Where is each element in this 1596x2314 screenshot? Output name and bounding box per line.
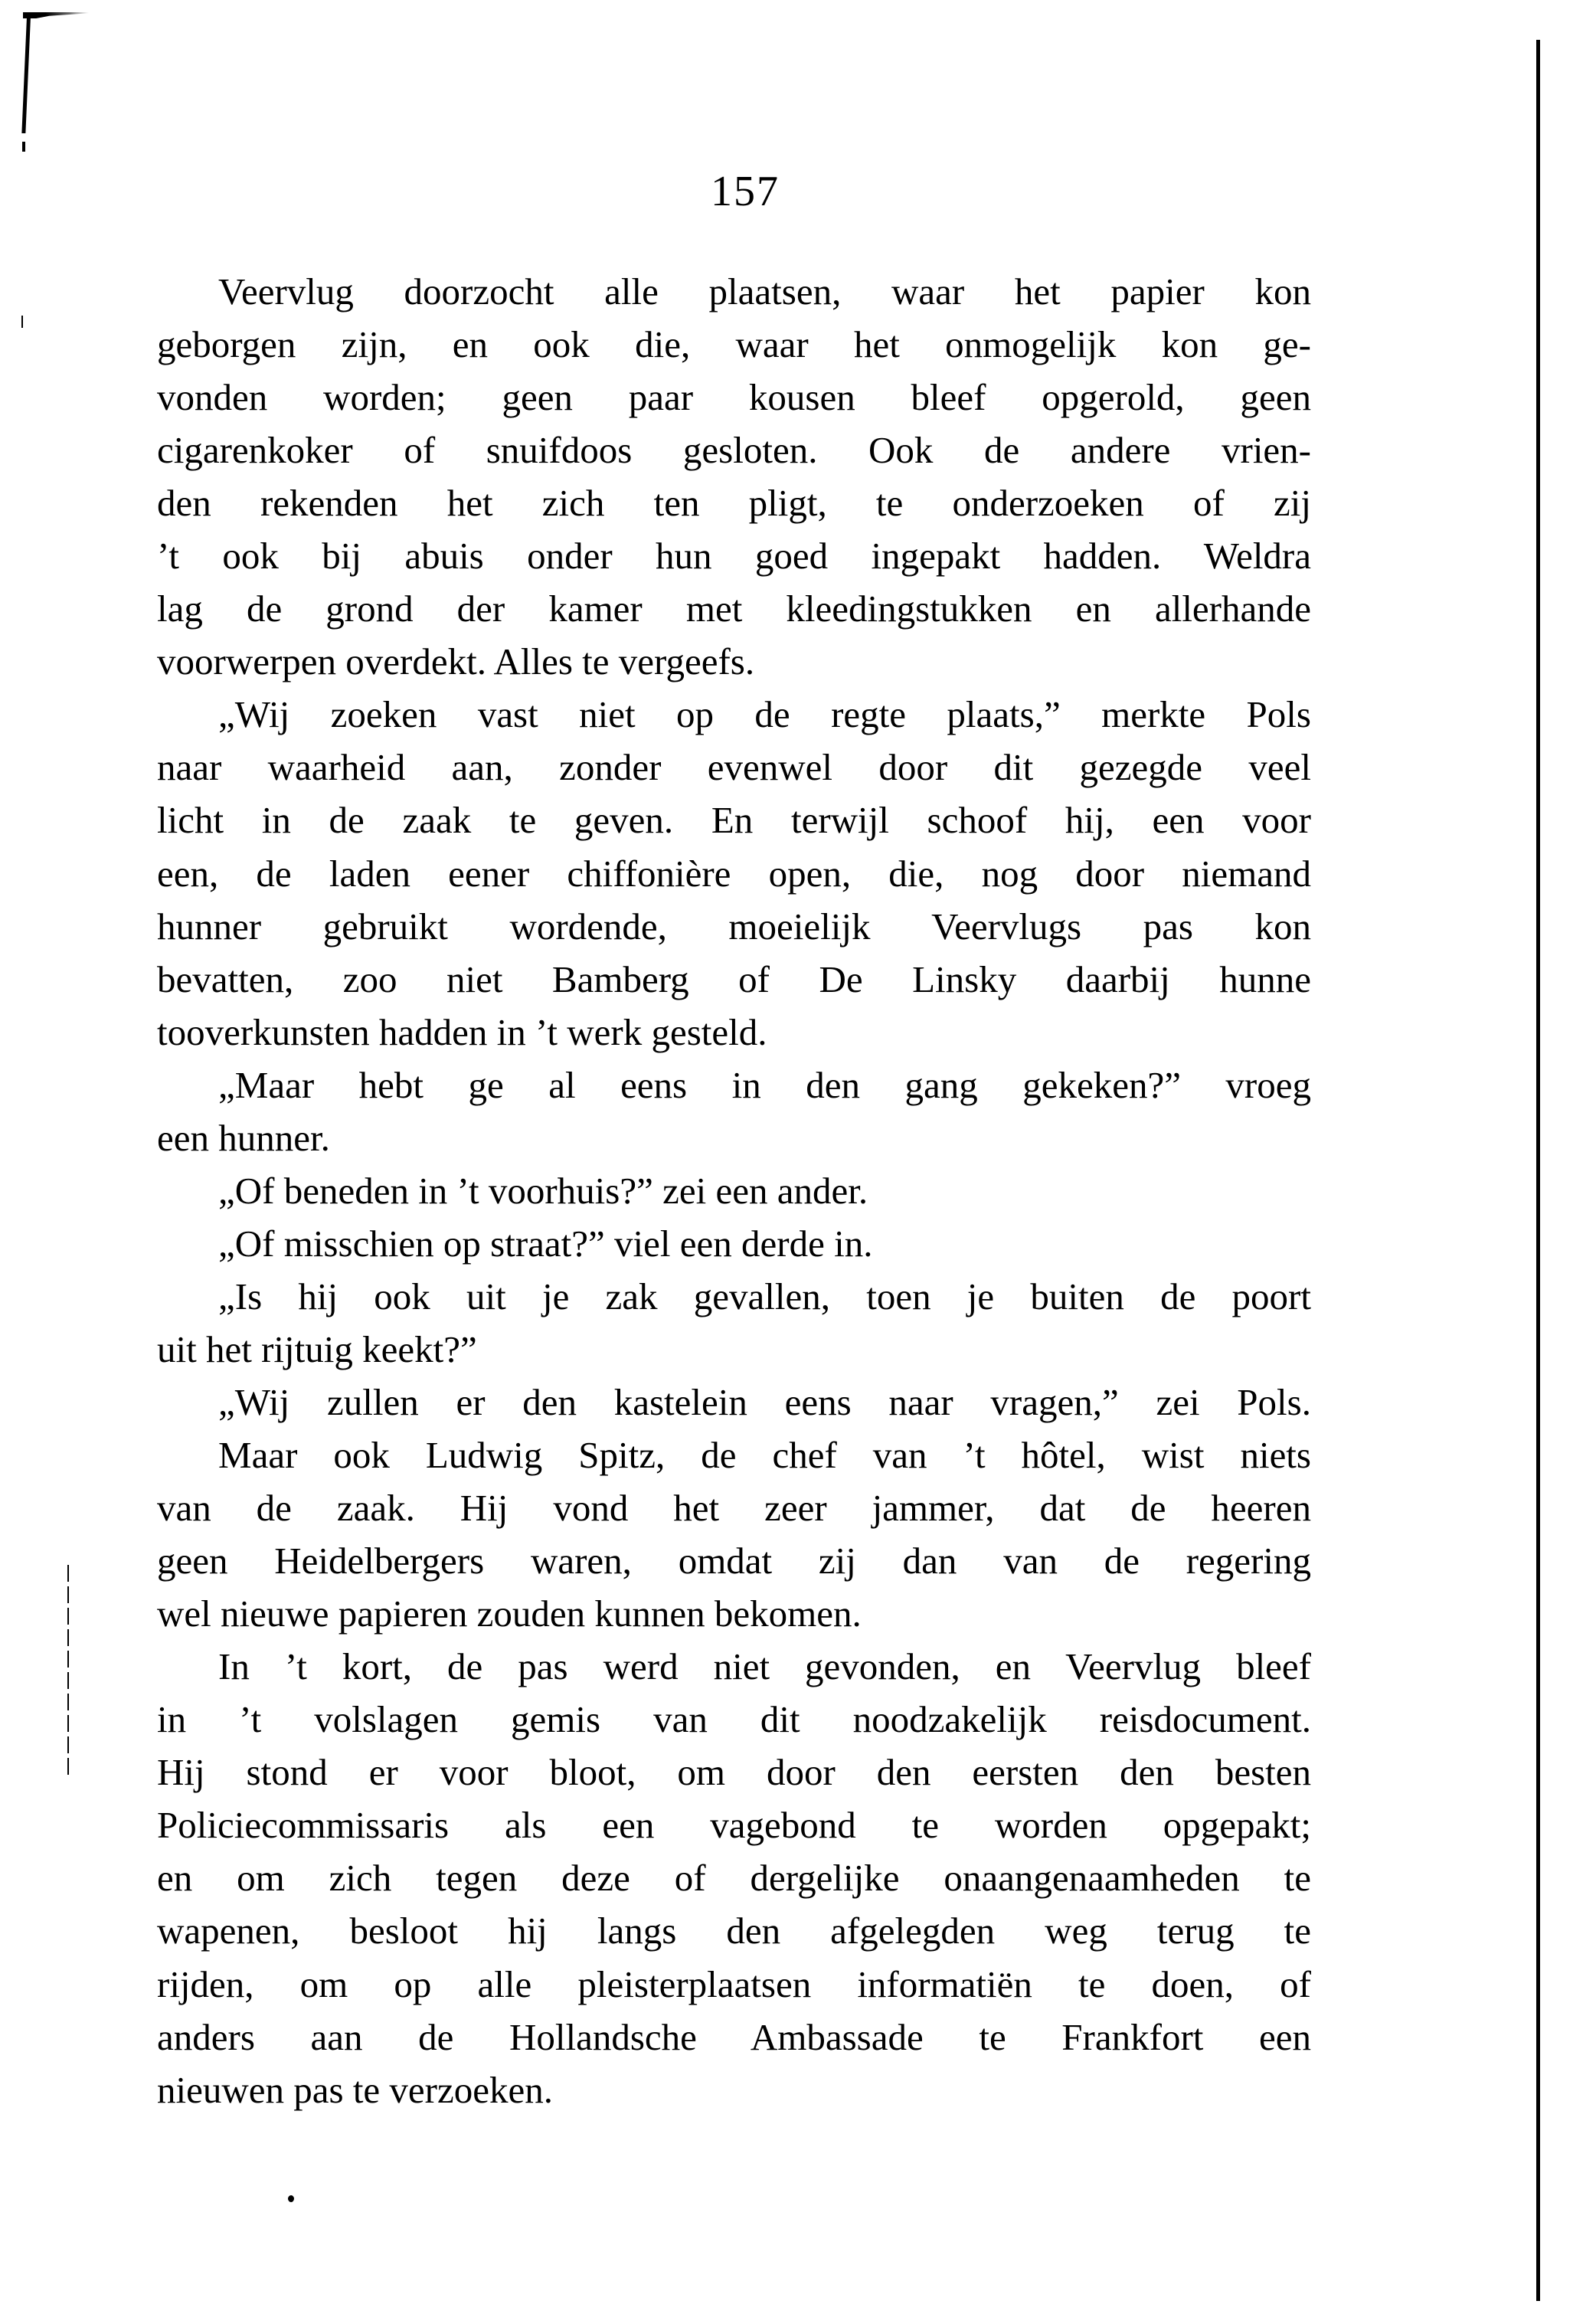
scan-crop-mark: [23, 12, 89, 18]
text-line: een, de laden eener chiffonière open, die, nog door niemand: [157, 852, 1311, 895]
text-line: In ’t kort, de pas werd niet gevonden, en Veervlug bleef: [218, 1645, 1311, 1688]
text-line: wapenen, besloot hij langs den afgelegden weg terug te: [157, 1910, 1311, 1952]
scan-left-margin-tick: [22, 142, 25, 152]
scan-left-margin-dashed-line: [67, 1565, 69, 1777]
text-line: en om zich tegen deze of dergelijke onaangenaamheden te: [157, 1857, 1311, 1900]
page-number: 157: [711, 168, 780, 215]
text-line: bevatten, zoo niet Bamberg of De Linsky daarbij hunne: [157, 957, 1311, 1000]
scan-left-margin-line: [21, 17, 31, 133]
ink-speck: [288, 2195, 294, 2202]
text-line: in ’t volslagen gemis van dit noodzakelijk reisdocument.: [157, 1698, 1311, 1741]
text-line: Hij stond er voor bloot, om door den eersten den besten: [157, 1751, 1311, 1794]
text-line: cigarenkoker of snuifdoos gesloten. Ook de andere vrien-: [157, 429, 1311, 472]
text-line: nieuwen pas te verzoeken.: [157, 2068, 553, 2111]
text-line: rijden, om op alle pleisterplaatsen informatiën te doen, of: [157, 1962, 1311, 2005]
text-line: anders aan de Hollandsche Ambassade te Frankfort een: [157, 2015, 1311, 2058]
text-line: wel nieuwe papieren zouden kunnen bekomen.: [157, 1592, 862, 1635]
text-line: licht in de zaak te geven. En terwijl schoof hij, een voor: [157, 799, 1311, 842]
text-line: geborgen zijn, en ook die, waar het onmogelijk kon ge-: [157, 323, 1311, 366]
text-line: lag de grond der kamer met kleedingstukken en allerhande: [157, 588, 1311, 630]
text-line: van de zaak. Hij vond het zeer jammer, dat de heeren: [157, 1487, 1311, 1530]
text-line: „Of misschien op straat?” viel een derde in.: [218, 1222, 873, 1265]
text-line: tooverkunsten hadden in ’t werk gesteld.: [157, 1010, 767, 1053]
text-line: hunner gebruikt wordende, moeielijk Veervlugs pas kon: [157, 905, 1311, 948]
text-line: voorwerpen overdekt. Alles te vergeefs.: [157, 640, 755, 683]
text-line: vonden worden; geen paar kousen bleef opgerold, geen: [157, 376, 1311, 419]
text-line: „Wij zullen er den kastelein eens naar vragen,” zei Pols.: [218, 1380, 1311, 1423]
text-line: ’t ook bij abuis onder hun goed ingepakt hadden. Weldra: [157, 535, 1311, 578]
text-line: geen Heidelbergers waren, omdat zij dan van de regering: [157, 1540, 1311, 1582]
text-line: Veervlug doorzocht alle plaatsen, waar het papier kon: [218, 270, 1311, 313]
text-line: den rekenden het zich ten pligt, te onderzoeken of zij: [157, 482, 1311, 525]
text-line: „Maar hebt ge al eens in den gang gekeken?” vroeg: [218, 1063, 1311, 1106]
text-line: „Is hij ook uit je zak gevallen, toen je buiten de poort: [218, 1275, 1311, 1317]
text-line: „Of beneden in ’t voorhuis?” zei een ander.: [218, 1169, 868, 1212]
scan-left-margin-tick: [21, 316, 23, 328]
text-line: uit het rijtuig keekt?”: [157, 1327, 477, 1370]
body-text: [157, 265, 1311, 2116]
text-line: „Wij zoeken vast niet op de regte plaats,” merkte Pols: [218, 693, 1311, 736]
text-line: Policiecommissaris als een vagebond te worden opgepakt;: [157, 1804, 1311, 1847]
scan-right-border-line: [1536, 40, 1540, 2301]
text-line: Maar ook Ludwig Spitz, de chef van ’t hôtel, wist niets: [218, 1434, 1311, 1477]
text-line: een hunner.: [157, 1116, 330, 1159]
text-line: naar waarheid aan, zonder evenwel door dit gezegde veel: [157, 746, 1311, 789]
